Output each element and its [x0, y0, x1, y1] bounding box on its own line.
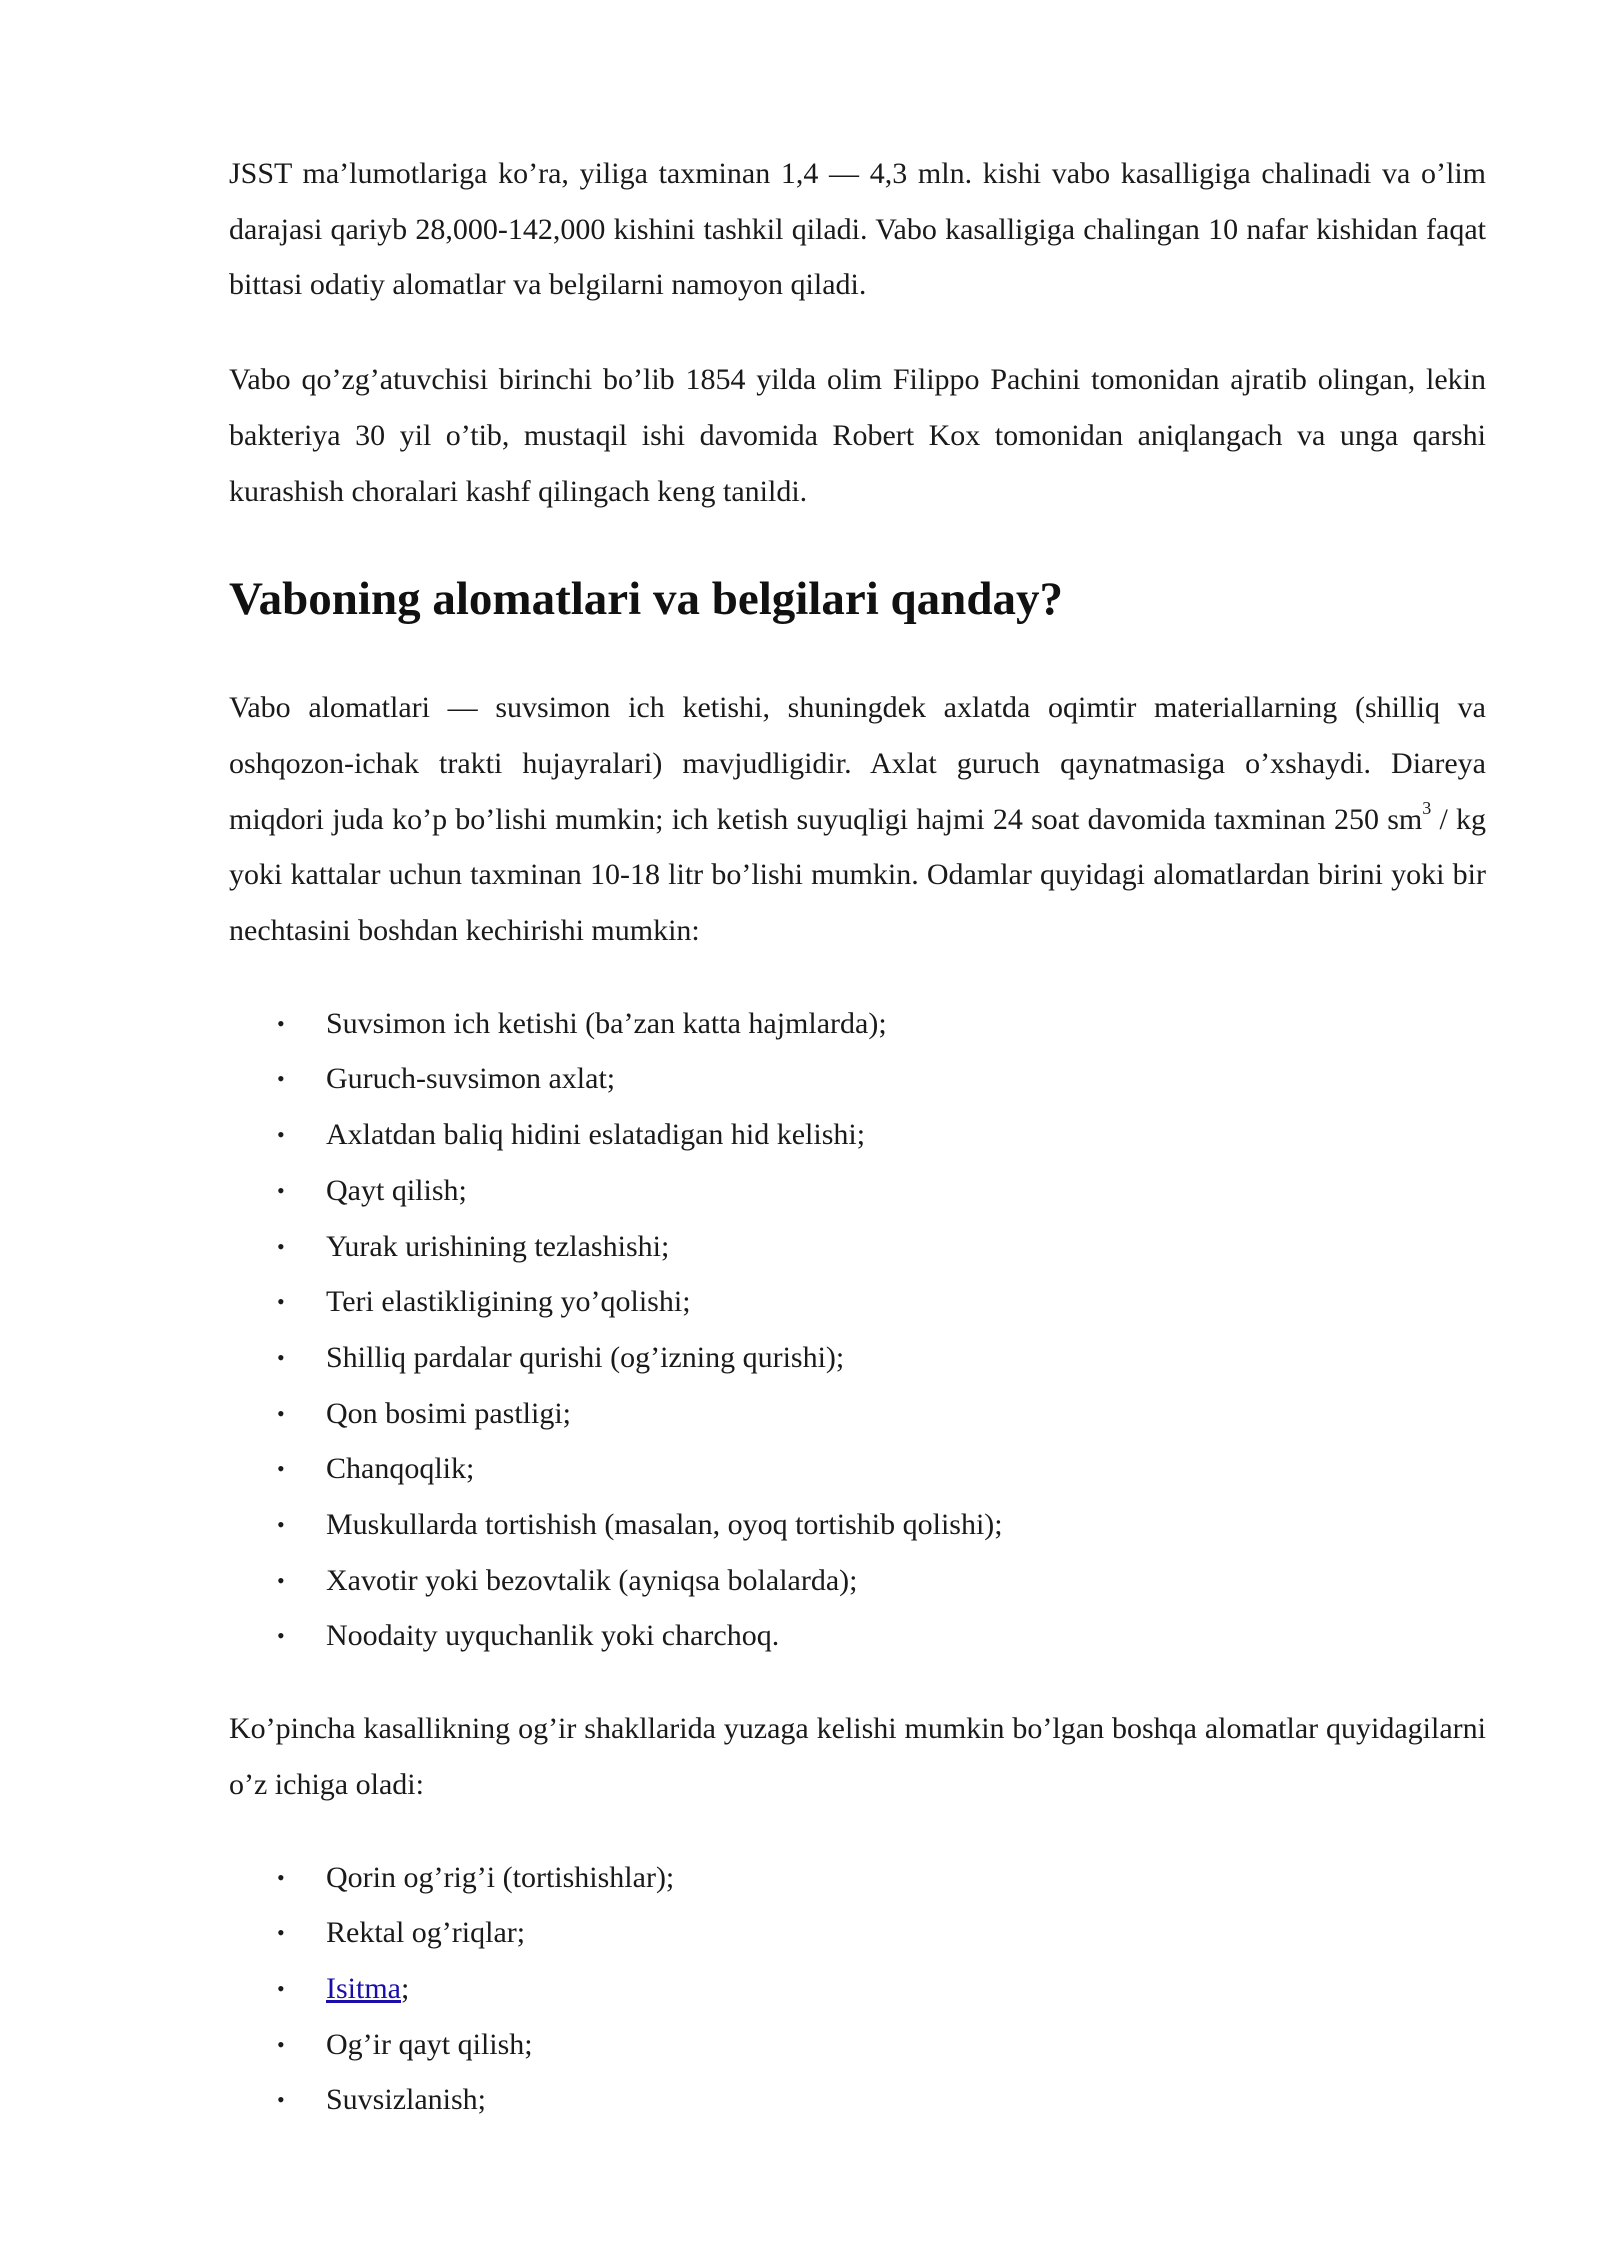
list-item — [229, 1051, 1486, 1107]
list-item — [229, 1553, 1486, 1609]
bullet-icon: • — [277, 1400, 285, 1426]
list-item — [229, 1497, 1486, 1553]
bullet-icon: • — [277, 1122, 285, 1148]
list-item-text: Noodaity uyquchanlik yoki charchoq. — [326, 1619, 780, 1653]
list-item — [229, 1107, 1486, 1163]
paragraph-symptoms-intro — [229, 680, 1486, 959]
section-heading: Vaboning alomatlari va belgilari qanday? — [229, 573, 1063, 626]
superscript-3: 3 — [1422, 797, 1432, 818]
bullet-icon: • — [277, 1233, 285, 1259]
paragraph-who-statistics: JSST ma’lumotlariga ko’ra, yiliga taxminan 1,4 — 4,3 mln. kishi vabo kasalligiga chalinadi va o’lim darajasi qariyb 28,000-142,000 kishini tashkil qiladi. Vabo kasalligiga chalingan 10 nafar kishidan faqat bittasi odatiy alomatlar va belgilarni namoyon qiladi. — [229, 157, 1486, 302]
list-item-text: Qayt qilish; — [326, 1173, 467, 1207]
symptoms-list — [229, 996, 1486, 1664]
list-item-text: Og’ir qayt qilish; — [326, 2027, 533, 2061]
list-item — [229, 1850, 1486, 1906]
severe-symptoms-list — [229, 1850, 1486, 2129]
bullet-icon: • — [277, 1344, 285, 1370]
bullet-icon: • — [277, 1920, 285, 1946]
bullet-icon: • — [277, 1567, 285, 1593]
list-item-text-suffix: ; — [401, 1971, 410, 2005]
list-item-text: Rektal og’riqlar; — [326, 1916, 526, 1950]
isitma-link[interactable]: Isitma — [326, 1971, 401, 2005]
bullet-icon: • — [277, 1010, 285, 1036]
list-item — [229, 1163, 1486, 1219]
list-item — [229, 1219, 1486, 1275]
symptoms-intro-text-a: Vabo alomatlari — suvsimon ich ketishi, shuningdek axlatda oqimtir materiallarning (shilliq va oshqozon-ichak trakti hujayralari) mavjudligidir. Axlat guruch qaynatmasiga o’xshaydi. Diareya miqdori juda ko’p bo’lishi mumkin; ich ketish suyuqligi hajmi 24 soat davomida taxminan 250 sm — [229, 691, 1486, 836]
document-page — [229, 146, 1486, 2128]
bullet-icon: • — [277, 1456, 285, 1482]
list-item — [229, 2072, 1486, 2128]
list-item — [229, 1330, 1486, 1386]
list-item-text: Axlatdan baliq hidini eslatadigan hid kelishi; — [326, 1118, 866, 1152]
list-item-text: Suvsimon ich ketishi (ba’zan katta hajmlarda); — [326, 1006, 887, 1040]
list-item-text: Chanqoqlik; — [326, 1452, 475, 1486]
bullet-icon: • — [277, 1177, 285, 1203]
list-item-text: Shilliq pardalar qurishi (og’izning qurishi); — [326, 1340, 845, 1374]
bullet-icon: • — [277, 1289, 285, 1315]
list-item — [229, 996, 1486, 1052]
list-item-text: Teri elastikligining yo’qolishi; — [326, 1285, 691, 1319]
bullet-icon: • — [277, 1623, 285, 1649]
bullet-icon: • — [277, 1066, 285, 1092]
symptoms-intro-text-b: / kg yoki kattalar uchun taxminan 10-18 litr bo’lishi mumkin. Odamlar quyidagi alomatlardan birini yoki bir nechtasini boshdan kechirishi mumkin: — [229, 802, 1486, 948]
bullet-icon: • — [277, 1512, 285, 1538]
list-item — [229, 1905, 1486, 1961]
bullet-icon: • — [277, 1975, 285, 2001]
list-item-text: Guruch-suvsimon axlat; — [326, 1062, 616, 1096]
bullet-icon: • — [277, 1864, 285, 1890]
list-item-text: Qon bosimi pastligi; — [326, 1396, 572, 1430]
list-item-text: Xavotir yoki bezovtalik (ayniqsa bolalarda); — [326, 1563, 858, 1597]
list-item-text: Qorin og’rig’i (tortishishlar); — [326, 1860, 675, 1894]
list-item-text: Yurak urishining tezlashishi; — [326, 1229, 670, 1263]
paragraph-severe-symptoms-intro: Ko’pincha kasallikning og’ir shakllarida yuzaga kelishi mumkin bo’lgan boshqa alomatlar quyidagilarni o’z ichiga oladi: — [229, 1712, 1486, 1801]
list-item — [229, 1441, 1486, 1497]
bullet-icon: • — [277, 2031, 285, 2057]
paragraph-discovery-history: Vabo qo’zg’atuvchisi birinchi bo’lib 1854 yilda olim Filippo Pachini tomonidan ajratib olingan, lekin bakteriya 30 yil o’tib, mustaqil ishi davomida Robert Kox tomonidan aniqlangach va unga qarshi kurashish choralari kashf qilingach keng tanildi. — [229, 363, 1486, 508]
list-item-text: Muskullarda tortishish (masalan, oyoq tortishib qolishi); — [326, 1508, 1003, 1542]
list-item — [229, 1608, 1486, 1664]
bullet-icon: • — [277, 2087, 285, 2113]
list-item — [229, 1274, 1486, 1330]
list-item — [229, 1961, 1486, 2017]
list-item — [229, 1386, 1486, 1442]
list-item — [229, 2017, 1486, 2073]
list-item-text: Suvsizlanish; — [326, 2083, 487, 2117]
